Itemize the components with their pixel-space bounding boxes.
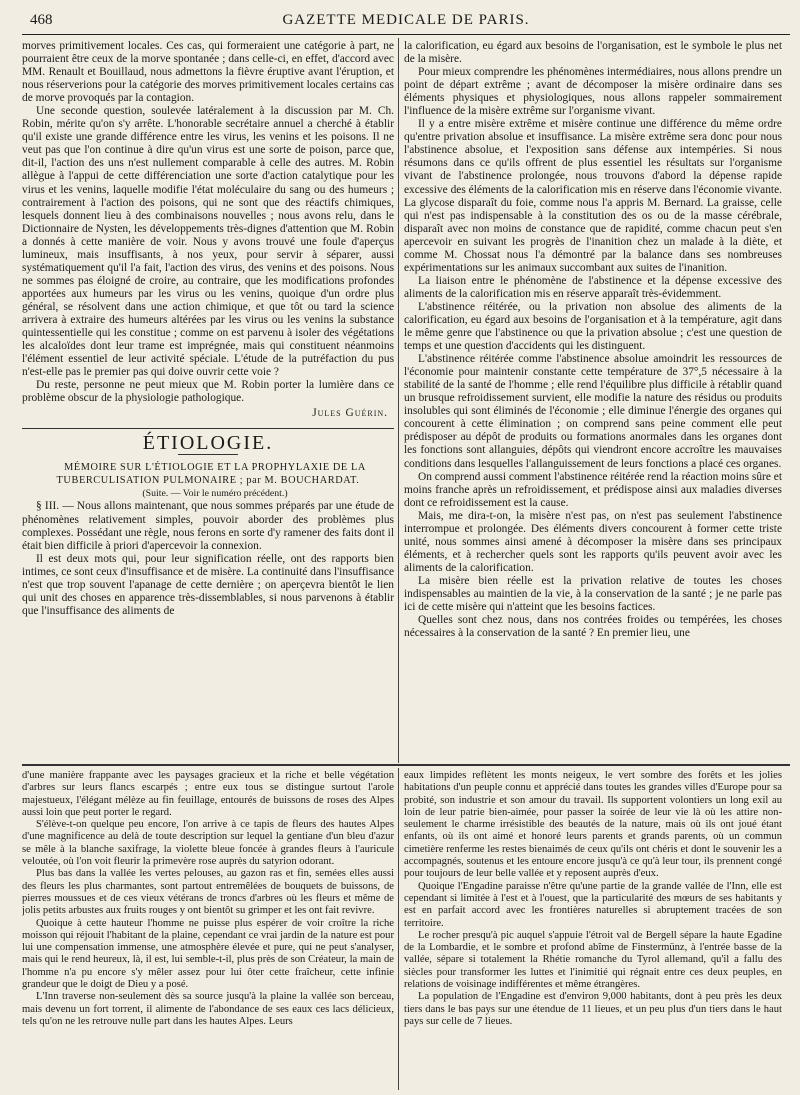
paragraph: La misère bien réelle est la privation relative de toutes les choses indispensables au maintien de la vie, à la conservation de la santé ; je ne parle pas ici de cette misère qui n'atteint que les besoins factices. [404, 574, 782, 614]
signature: Jules Guérin. [312, 407, 388, 420]
section-separator [22, 428, 394, 429]
paragraph: L'Inn traverse non-seulement dès sa source jusqu'à la plaine la vallée son berceau, mais devenu un fort torrent, il alimente de l'abondance de ses eaux ces lacs délicieux, tels qu'on ne les retrouve nulle part dans les hautes Alpes. Leurs [22, 991, 394, 1027]
paragraph: L'abstinence réitérée comme l'abstinence absolue amoindrit les ressources de l'économie pour maintenir constante cette température de 37°,5 nécessaire à la stabilité de la santé de l'homme ; elle rend l'équilibre plus difficile à rétablir quand un brusque refroidissement survient, elle modifie la nature des résidus ou produits insolubles qui sont éliminés de l'économie ; elle diminue l'énergie des organes qui concourent à cette élimination ; on comprend sans peine comment elle peut prédisposer au dépôt de produits ou formations anormales dans les organes dont les fonctions sont allanguies, dépôts qui viendront encore accroître les mauvaises conditions dans lesquelles l'allanguissement de leurs fonctions a placé ces organes. [404, 353, 782, 470]
paragraph: § III. — Nous allons maintenant, que nous sommes préparés par une étude de phénomènes relativement simples, pouvoir aborder des problèmes plus complexes. Possédant une règle, nous ferons en sorte d'y ramener des faits dont il était bien difficile à priori d'apercevoir la connexion. [22, 500, 394, 552]
paragraph: On comprend aussi comment l'abstinence réitérée rend la réaction moins sûre et moins franche après un refroidissement, et prédispose ainsi aux maladies diverses dont ce refroidissement est la cause. [404, 470, 782, 509]
memoire-title: MÉMOIRE SUR L'ÉTIOLOGIE ET LA PROPHYLAXIE DE LA TUBERCULISATION PULMONAIRE ; par M. BOUCHARDAT. [56, 462, 366, 487]
section-title: ÉTIOLOGIE. [142, 432, 274, 455]
paragraph: Plus bas dans la vallée les vertes pelouses, au gazon ras et fin, semées elles aussi des fleurs les plus charmantes, sont partout entremêlées de bouquets de buissons, de pierres moussues et de ces vieux vétérans de troncs d'arbres où les fleurs et même de jolis petits arbustes aux fruits rouges y ont bientôt su grimper et les ont fait revivre. [22, 868, 394, 917]
paragraph: Mais, me dira-t-on, la misère n'est pas, on n'est pas seulement l'abstinence interrompue et prolongée. Des éléments divers concourent à former cette triste unité, nous sommes ainsi amené à décomposer la misère dans ses principaux éléments, et à rechercher quels sont les rapports qu'ils peuvent avoir avec les aliments de la calorification. [404, 509, 782, 574]
paragraph: Pour mieux comprendre les phénomènes intermédiaires, nous allons prendre un point de départ extrême ; avant de décomposer la misère ordinaire dans ses éléments physiques et physiologiques, nous allons rappeler sommairement l'influence de la misère extrême sur l'organisme vivant. [404, 66, 782, 118]
paragraph: Quoique à cette hauteur l'homme ne puisse plus espérer de voir croître la riche moisson qui réjouit l'habitant de la plaine, cependant ce vrai jardin de la nature est pour lui une compensation immense, une atmosphère élevée et pure, qui ne peut s'analyser, mais qui le rend heureux, là, il est, lui semble-t-il, plus près de son Créateur, la main de l'homme n'a pu encore s'y mêler assez pour lui ôter cette fraîcheur, cette infinie grandeur que le doigt de Dieu y a posé. [22, 917, 394, 991]
feuilleton-left-column [22, 770, 394, 1090]
paragraph: L'abstinence réitérée, ou la privation non absolue des aliments de la calorification, eu égard aux besoins de l'organisation et à la température, agit dans le même genre que l'abstinence ou que la privation absolue ; c'est une question de temps et une question d'accidents qui les distinguent. [404, 300, 782, 353]
paragraph: eaux limpides reflètent les monts neigeux, le vert sombre des forêts et les jolies habitations d'un peuple connu et apprécié dans toutes les grandes villes d'Europe pour sa probité, son industrie et son amour du travail. Ils supportent volontiers un long exil au loin de leur patrie bien-aimée, pour passer la soirée de leur vie là où les attire non-seulement le charme irrésistible des beautés de la nature, mais où ils ont joué étant enfants, où ils ont aimé et honoré leurs parents et grands parents, où un commun cimetière renferme les restes bienaimés de ceux qu'ils ont chéris et dont le souvenir les a accompagnés, soutenus et les entoure encore jusqu'à ce qu'à leur tour, ils prennent congé pour toujours de leur belle vallée et y reposent auprès d'eux. [404, 770, 782, 880]
paragraph: Une seconde question, soulevée latéralement à la discussion par M. Ch. Robin, mérite qu'on s'y arrête. L'honorable secrétaire annuel a cherché à établir qu'il existe une grande différence entre les virus, les venins et les poisons. Il ne veut pas que l'on continue à dire qu'un virus est une sorte de poison, parce que, dit-il, l'action des uns n'est nullement comparable à celle des autres. M. Robin allègue à l'appui de cette différenciation une sorte d'action catalytique pour les virus et les venins, laquelle modifie l'état moléculaire du sang ou des humeurs ; contrairement à l'action des poisons, qui ne sont que des réactifs chimiques, lesquels donnent lieu à des combinaisons nouvelles ; nous avons relu, dans le Dictionnaire de Nysten, les développements très-dignes d'attention que M. Robin a donnés à cette manière de voir. Nous y avons trouvé une foule d'aperçus lumineux, mais insuffisants, à nos yeux, pour servir à séparer, aussi systématiquement qu'il l'a fait, l'action des virus, des venins et des poisons. Nous ne sommes pas éloigné de croire, au contraire, que les modifications profondes apportées aux humeurs par les virus ou les venins, quoique d'un ordre plus général, se résolvent dans une action chimique, et que tôt ou tard la science arrivera à extraire des humeurs altérées par les virus ou les venins la substance quintessentielle qui les constitue ; comme on est parvenu à isoler des végétations les alcaloïdes dont leur trame est imprégnée, mais qui constituent néanmoins l'élément essentiel de leur activité spéciale. L'étude de la putréfaction du pus n'est-elle pas le premier pas qui doive ouvrir cette voie ? [22, 105, 394, 379]
column-divider [398, 768, 399, 1090]
paragraph: Quoique l'Engadine paraisse n'être qu'une partie de la grande vallée de l'Inn, elle est cependant si limitée à l'est et à l'ouest, que la particularité des mœurs de ses habitants y est en parfait accord avec les frontières naturelles si abruptement tracées de son territoire. [404, 880, 782, 929]
feuilleton-rule [22, 764, 790, 766]
paragraph: la calorification, eu égard aux besoins de l'organisation, est le symbole le plus net de la misère. [404, 40, 782, 66]
paragraph: Il y a entre misère extrême et misère continue une différence du même ordre qu'entre privation absolue et insuffisance. La misère extrême sera donc pour nous l'abstinence absolue, et l'exposition sans défense aux intempéries. Si nous résumons dans ce qu'ils offrent de plus essentiel les résultats sur l'organisme vivant de l'abstinence prolongée, nous trouvons d'abord la dépense rapide excessive des éléments de la calorification mis en réserve dans l'économie vivante. La glycose disparaît du foie, comme nous l'a appris M. Bernard. La graisse, celle qui n'est pas indispensable à la constitution des os ou de la masse cérébrale, disparaît avec non moins de constance que de rapidité, comme chacun peut s'en apercevoir en suivant les progrès de l'inanition chez un malade à la diète, et comme M. Chossat nous l'a démontré par la balance dans ses nombreuses expérimentations sur les animaux succombant aux suites de l'inanition. [404, 118, 782, 274]
journal-title: GAZETTE MEDICALE DE PARIS. [282, 12, 530, 28]
paragraph: S'élève-t-on quelque peu encore, l'on arrive à ce tapis de fleurs des hautes Alpes d'une magnificence au delà de toute description sur lequel la gentiane d'un bleu d'azur se mêle à la blanche saxifrage, la violette bleue foncée à grandes fleurs à l'auricule veloutée, où l'on voit fleurir la primevère rose auprès du satyrion odorant. [22, 819, 394, 868]
feuilleton-right-column [404, 770, 782, 1090]
paragraph: Il est deux mots qui, pour leur signification réelle, ont des rapports bien intimes, ce sont ceux d'insuffisance et de misère. La continuité dans l'insuffisance n'est que trop souvent l'apanage de cette dernière ; on aperçevra bientôt le lien qui unit des choses en apparence très-dissemblables, si nous parvenons à établir que l'insuffisance des aliments de [22, 552, 394, 617]
page-header [22, 4, 790, 35]
title-rule [178, 454, 238, 455]
paragraph: d'une manière frappante avec les paysages gracieux et la riche et belle végétation d'arbres sur leurs flancs escarpés ; entre eux tous se distingue surtout l'arole majestueux, l'élégant mélèze au fin feuillage, entourés de buissons de roses des Alpes aussi loin que peut porter le regard. [22, 770, 394, 818]
left-column [22, 40, 394, 760]
column-divider [398, 38, 399, 763]
paragraph: La population de l'Engadine est d'environ 9,000 habitants, dont à peu près les deux tiers dans le bas pays sur une étendue de 11 lieues, et un peu plus d'un tiers dans le haut pays sur celle de 7 lieues. [404, 991, 782, 1027]
paragraph: morves primitivement locales. Ces cas, qui formeraient une catégorie à part, ne pourraient être ceux de la morve spontanée ; dans celle-ci, en effet, d'accord avec MM. Renault et Bouillaud, nous admettons la fièvre éruptive avant l'éruption, et nous réserverions pour la catégorie des morves primitivement locales certains cas de morve provoqués par la contagion. [22, 40, 394, 105]
paragraph: Du reste, personne ne peut mieux que M. Robin porter la lumière dans ce problème obscur de la physiologie pathologique. [22, 379, 394, 405]
paragraph: Le rocher presqu'à pic auquel s'appuie l'étroit val de Bergell sépare la haute Egadine de la Lombardie, et le sombre et profond abîme de Finstermünz, à l'entrée basse de la vallée, sépare si totalement la Rhétie romanche du Tyrol allemand, qu'il a fallu des siècles pour transformer les luttes et l'inimitié qui régnait entre ces deux peuples, en relations de voisinage indifférentes et même étrangères. [404, 929, 782, 991]
right-column [404, 40, 782, 760]
continuation-note: (Suite. — Voir le numéro précédent.) [142, 488, 288, 500]
page-number: 468 [30, 12, 53, 28]
paragraph: La liaison entre le phénomène de l'abstinence et la dépense excessive des aliments de la calorification mis en réserve apparaît très-évidemment. [404, 274, 782, 300]
paragraph: Quelles sont chez nous, dans nos contrées froides ou tempérées, les choses nécessaires à la conservation de la santé ? En premier lieu, une [404, 614, 782, 640]
